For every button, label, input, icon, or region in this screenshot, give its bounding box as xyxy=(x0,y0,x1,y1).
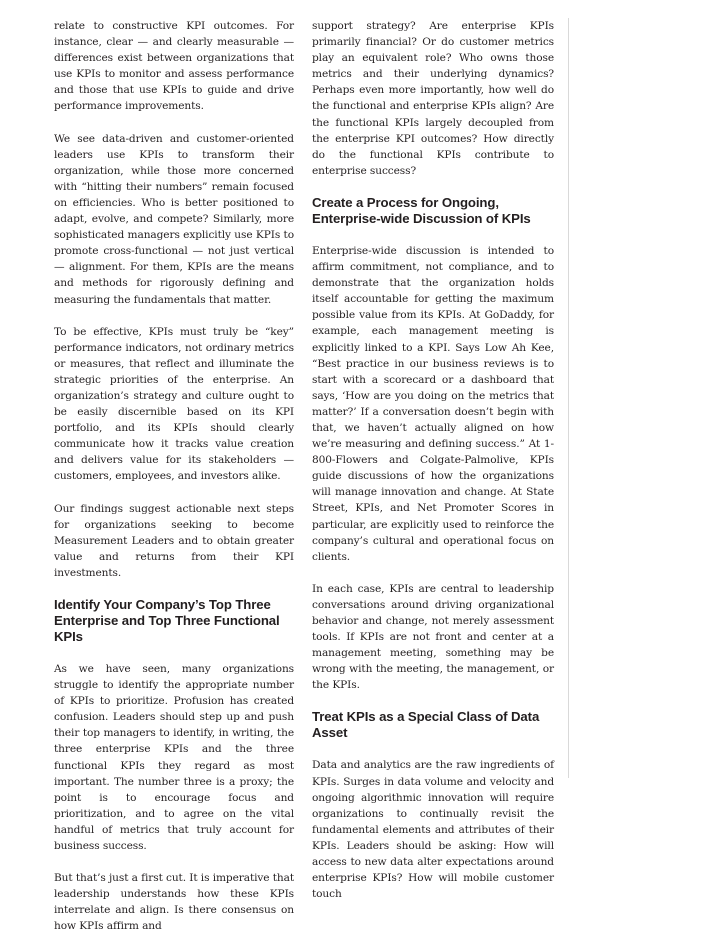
left-paragraph-1: relate to constructive KPI outcomes. For instance, clear — and clearly measurable — differences exist between organizations that use KPIs to monitor and assess performance and those that use KPIs to guide and drive performance improvements. xyxy=(54,20,294,113)
section-heading-data-asset: Treat KPIs as a Special Class of Data Asset xyxy=(312,709,540,741)
section-heading-ongoing-discussion: Create a Process for Ongoing, Enterprise-wide Discussion of KPIs xyxy=(312,194,531,226)
left-column xyxy=(54,18,294,951)
right-column xyxy=(312,18,554,918)
left-paragraph-2: We see data-driven and customer-oriented leaders use KPIs to transform their organization, while those more concerned with “hitting their numbers” remain focused on efficiencies. Who is better positioned to adapt, evolve, and compete? Similarly, more sophisticated managers explicitly use KPIs to promote cross-functional — not just vertical — alignment. For them, KPIs are the means and methods for rigorously defining and measuring the fundamentals that matter. xyxy=(54,132,294,306)
right-paragraph-2: Enterprise-wide discussion is intended to affirm commitment, not compliance, and to demonstrate that the organization holds itself accountable for getting the maximum possible value from its KPIs. At GoDaddy, for example, each management meeting is explicitly linked to a KPI. Says Low Ah Kee, “Best practice in our business reviews is to start with a scorecard or a dashboard that says, ‘How are you doing on the metrics that matter?’ If a conversation doesn’t begin with that, we haven’t actually aligned on how we’re measuring and defining success.” At 1-800-Flowers and Colgate-Palmolive, KPIs guide discussions of how the organizations will manage innovation and change. At State Street, KPIs, and Net Promoter Scores in particular, are explicitly used to reinforce the company’s cultural and operational focus on clients. xyxy=(312,244,554,563)
left-paragraph-3: To be effective, KPIs must truly be “key” performance indicators, not ordinary metrics or measures, that reflect and illuminate the strategic priorities of the enterprise. An organization’s strategy and culture ought to be easily discernible based on its KPI portfolio, and its KPIs should clearly communicate how it tracks value creation and delivers value for its stakeholders — customers, employees, and investors alike. xyxy=(54,325,294,483)
section-heading-top-three-kpis: Identify Your Company’s Top Three Enterprise and Top Three Functional KPIs xyxy=(54,597,280,644)
right-paragraph-4: Data and analytics are the raw ingredients of KPIs. Surges in data volume and velocity and ongoing algorithmic innovation will require organizations to continually revisit the fundamental elements and attributes of their KPIs. Leaders should be asking: How will access to new data alter expectations around enterprise KPIs? How will mobile customer touch xyxy=(312,759,554,901)
right-paragraph-3: In each case, KPIs are central to leadership conversations around driving organizational behavior and change, not merely assessment tools. If KPIs are not front and center at a management meeting, something may be wrong with the meeting, the management, or the KPIs. xyxy=(312,582,554,692)
left-paragraph-5: As we have seen, many organizations struggle to identify the appropriate number of KPIs to prioritize. Profusion has created confusion. Leaders should step up and push their top managers to identify, in writing, the three enterprise KPIs and the three functional KPIs they regard as most important. The number three is a proxy; the point is to encourage focus and prioritization, and to agree on the vital handful of metrics that truly account for business success. xyxy=(54,663,294,853)
right-paragraph-1: support strategy? Are enterprise KPIs primarily financial? Or do customer metrics play an equivalent role? Who owns those metrics and their underlying dynamics? Perhaps even more importantly, how well do the functional and enterprise KPIs align? Are the functional KPIs largely decoupled from the enterprise KPI outcomes? How directly do the functional KPIs contribute to enterprise success? xyxy=(312,20,554,177)
left-paragraph-6: But that’s just a first cut. It is imperative that leadership understands how these KPIs interrelate and align. Is there consensus on how KPIs affirm and xyxy=(54,872,294,933)
column-divider xyxy=(568,18,569,778)
left-paragraph-4: Our findings suggest actionable next steps for organizations seeking to become Measurement Leaders and to obtain greater value and returns from their KPI investments. xyxy=(54,502,294,579)
